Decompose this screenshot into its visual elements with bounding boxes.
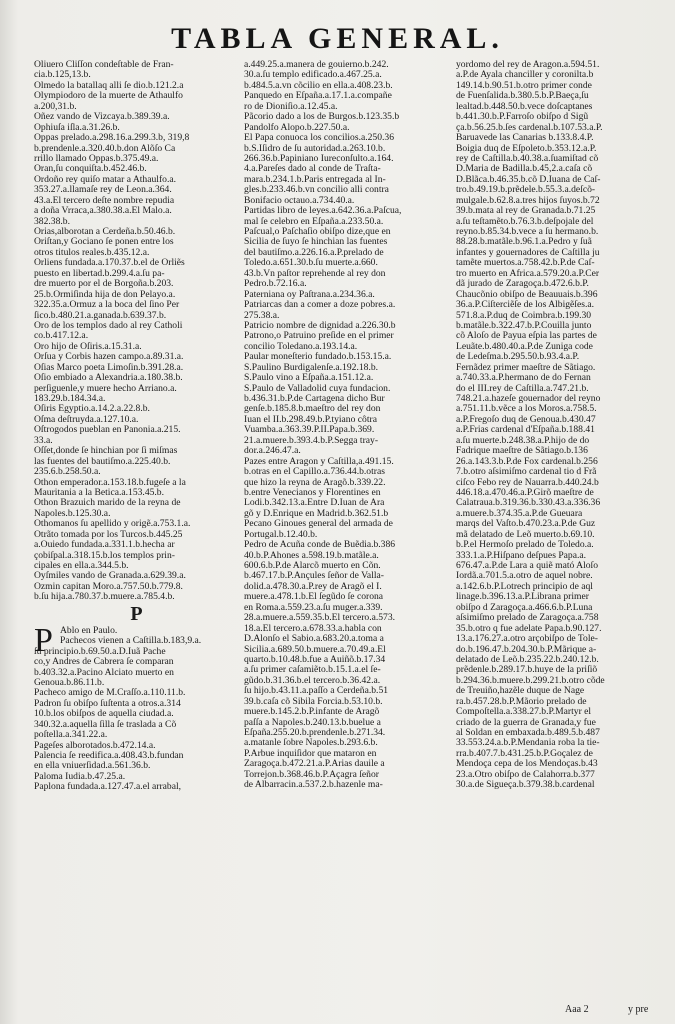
index-line: a.P.de Ayala chanciller y coronilta.b [456,69,594,81]
index-line: reyno.b.85.34.b.vece a ſu hermano.b. [456,226,599,237]
index-line: de Ledeſma.b.295.50.b.93.4.a.P. [456,351,580,363]
index-line: 39.b.mata al rey de Granada.b.71.25 [456,205,596,217]
index-line: gles.b.233.46.b.vn concilio alli contra [244,184,389,196]
index-line: a.751.11.b.vẽce a los Moros.a.758.5. [456,403,597,415]
index-line: Othon Brazuich marido de la reyna de [34,497,181,509]
index-line: de Treuiño,hazẽle duque de Nage [456,685,585,697]
index-line: 333.1.a.P.Hiſpano deſpues Papa.a. [456,549,587,561]
index-line: Patrono,o Patruino preſide en el primer [244,330,394,342]
index-line: b.403.32.a.Pacino Alciato muerto en [34,666,174,678]
index-line: 30.a.ſu templo edificado.a.467.25.a. [244,69,382,81]
index-line: marqs del Vaſto.b.470.23.a.P.de Guz [456,518,596,530]
index-line: otros titulos reales.b.435.12.a. [34,246,150,258]
index-line: Lodi.b.342.13.a.Entre D.Iuan de Ara [244,497,385,509]
index-line: criado de la guerra de Granada,y fue [456,716,596,728]
index-line: 28.a.muere.a.559.35.b.El tercero.a.573. [244,612,396,624]
index-line: 36.a.P.Ciſterciẽſe de los Albigẽſes.a. [456,299,595,311]
index-line: 446.18.a.470.46.a.P.Girõ maeſtre de [456,486,594,498]
index-line: Ophiuſa iſla.a.31.26.b. [34,121,120,133]
index-line: Oriſtan,y Gociano ſe ponen entre los [34,236,174,248]
index-line: Torrejon.b.368.46.b.P.Açagra ſeñor [244,768,379,780]
index-line: Oſias Marco poeta Limoſin.b.391.28.a. [34,361,184,373]
index-line: a.muere.b.374.35.a.P.de Gueuara [456,507,583,519]
index-line: 235.6.b.258.50.a. [34,466,101,478]
index-line: do.b.196.47.b.204.30.b.P.Mãrique a- [456,643,597,655]
index-line: 571.8.a.P.duq de Coimbra.b.199.30 [456,309,592,321]
index-line: Toledo.a.651.30.b.ſu muerte.a.660. [244,257,378,269]
index-line: en ella vniuerſidad.a.561.36.b. [34,760,151,772]
index-line: genſe.b.185.8.b.maeſtro del rey don [244,403,381,415]
index-line: b.441.30.b.P.Farroſo obiſpo d Sigũ [456,111,589,123]
index-line: rrillo llamado Oppas.b.375.49.a. [34,152,159,164]
index-line: 10.b.los obiſpos de aquella ciudad.a. [34,708,174,720]
index-line: Baruavede las Canarias b.133.8.4.P. [456,132,594,144]
index-line: Paſcual,o Paſchaſio obiſpo dize,que en [244,226,391,237]
index-line: Bonifacio octauo.a.734.40.a. [244,194,355,206]
index-line: S.Paulo vino a Eſpaña.a.151.12.a. [244,372,374,384]
index-line: a doña Vrraca,a.380.38.a.El Malo.a. [34,205,172,217]
index-line: El Papa conuoca los concilios.a.250.36 [244,132,395,144]
index-line: Zaragoça.b.472.21.a.P.Arias dauile a [244,758,385,770]
index-line: Paplona fundada.a.127.47.a.el arrabal, [34,781,182,793]
index-line: Oſio embiado a Alexandria.a.180.38.b. [34,372,183,384]
index-line: ſu hijo.b.43.11.a.paſſo a Cerdeña.b.51 [244,685,389,697]
drop-cap: P [34,621,53,659]
index-line: Orliens fundada.a.170.37.b.el de Orliẽs [34,257,185,269]
index-line: a.ſu muerte.b.248.38.a.P.hijo de do [456,434,590,446]
index-line: 26.a.143.3.b.P.de Fox cardenal.b.256 [456,455,598,467]
index-line: mara.b.234.1.b.Paris entregada al In- [244,173,386,185]
index-line: concilio Toledano.a.193.14.a. [244,340,358,352]
index-line: 40.b.P.Ahones a.598.19.b.matãle.a. [244,549,379,561]
index-line: D.Alonſo el Sabio.a.683.20.a.toma a [244,633,384,645]
index-line: yordomo del rey de Aragon.a.594.51. [456,60,600,70]
index-line: do el III.rey de Caſtilla.a.747.21.b. [456,382,589,394]
index-line: infantes y gouernadores de Caſtilla ju [456,246,600,258]
index-line: Pandolfo Alopo.b.227.50.a. [244,121,350,133]
index-line: 7.b.otro aſsimiſmo cardenal tio d Frã [456,466,597,478]
index-line: a.P.Frias cardenal d'Eſpaña.b.188.41 [456,424,595,436]
index-line: ra.b.457.28.b.P.Mãorio prelado de [456,695,587,707]
index-line: 748.21.a.hazeſe gouernador del reyno [456,393,601,404]
index-line: de Albarracin.a.537.2.b.hazenle ma- [244,779,383,791]
index-line: 30.a.de Sigueça.b.379.38.b.cardenal [456,779,595,791]
index-line: dolid.a.478.30.a.P.rey de Aragõ el I. [244,580,382,592]
index-line: Genoua.b.86.11.b. [34,676,105,688]
index-line: b.436.31.b.P.de Cartagena dicho Bur [244,393,385,404]
index-line: Padron ſu obiſpo ſuſtenta a otros.a.314 [34,697,181,709]
index-line: a.matanle ſobre Napoles.b.293.6.b. [244,737,378,749]
index-line: b.484.5.a.vn cõcilio en ella.a.408.23.b. [244,79,393,91]
index-line: 43.b.Vn paſtor reprehende al rey don [244,267,386,279]
index-line: dre muerto por el de Borgoña.b.203. [34,278,174,290]
index-line: Oſtrogodos pueblan en Panonia.a.215. [34,424,181,436]
index-line: Orſua y Corbis hazen campo.a.89.31.a. [34,351,184,363]
index-line: Palencia ſe reedifica.a.408.43.b.fundan [34,750,184,761]
index-line: 35.b.otro q fue adelate Papa.b.90.127. [456,622,602,634]
index-line: b.prendenle.a.320.40.b.don Alõſo Ca [34,142,176,154]
index-line: a.ſu primer caſamiẽto.b.15.1.a.el ſe- [244,664,381,676]
index-line: Mendoça cepa de los Mendoças.b.43 [456,758,598,770]
index-line: Panquedo en Eſpaña.a.17.1.a.compañe [244,90,392,102]
index-line: Eſpaña.255.20.b.prendenle.b.271.34. [244,727,386,738]
index-line: al Soldan en embaxada.b.489.5.b.487 [456,727,600,738]
index-column-2 [244,60,450,791]
index-line: 340.32.a.aquella ſilla ſe traslada a Cõ [34,718,177,730]
index-line: Oyſmiles vando de Granada.a.629.39.a. [34,570,186,582]
index-line: Othomanos ſu apellido y origẽ.a.753.1.a. [34,518,191,530]
index-line: Ordoño rey quiſo matar a Athaulfo.a. [34,173,176,185]
index-line: mulgale.b.62.8.a.tres hijos ſuyos.b.72 [456,194,600,206]
index-line: D.Maria de Badilla.b.45,2.a.caſa cõ [456,163,593,175]
index-line: lealtad.b.448.50.b.vece doſcaptanes [456,100,593,112]
index-line: Othon emperador.a.153.18.b.fugeſe a la [34,476,186,488]
index-line: cia.b.125,13.b. [34,69,91,81]
index-line: ſico.b.480.21.a.ganada.b.639.37.b. [34,309,167,321]
index-line: Compoſtella.a.338.27.b.P.Martyr el [456,706,592,718]
index-line: b.467.17.b.P.Ançules ſeñor de Valla- [244,570,384,582]
index-line: b.294.36.b.muere.b.299.21.b.otro cõde [456,674,605,686]
index-line: Oro hijo de Oſiris.a.15.31.a. [34,340,142,352]
index-line: b.S.Iſidro de ſu autoridad.a.263.10.b. [244,142,386,154]
index-line: Pachecos vienen a Caſtilla.b.183,9.a. [60,635,202,647]
index-line: a.ſu teſtamẽto.b.76.3.b.deſpojale del [456,215,594,227]
index-line: ro de Dioniſio.a.12.45.a. [244,100,338,112]
index-line: Sicilia.a.689.50.b.muere.a.70.49.a.El [244,643,386,655]
index-line: Chaucõnio obiſpo de Beauuais.b.396 [456,288,598,300]
index-line: 88.28.b.matãle.b.96.1.a.Pedro y ſuã [456,236,592,248]
index-line: del bautiſmo.a.226.16.a.P.prelado de [244,246,384,258]
index-line: muere.a.478.1.b.El ſegũdo ſe corona [244,591,384,603]
index-line: b.ſu hija.a.780.37.b.muere.a.785.4.b. [34,591,175,603]
index-line: gõ y D.Enrique en Madrid.b.362.51.b [244,507,389,519]
index-line: a.P.Fregoſo duq de Genoua.b.430.47 [456,413,596,425]
index-line: perſiguenle,y muere hecho Arriano.a. [34,382,177,394]
index-line: Olympiodoro de la muerte de Athaulfo [34,90,183,102]
index-line: tro muerto en Africa.a.579.20.a.P.Cer [456,267,600,279]
index-line: Leuãte.b.480.40.a.P.de Zuniga code [456,340,593,352]
index-line: 600.6.b.P.de Alarcõ muerto en Cõn. [244,560,381,571]
index-line: b.matãle.b.322.47.b.P.Couilla junto [456,319,592,331]
index-line: Pacheco amigo de M.Craſſo.a.110.11.b. [34,687,186,699]
index-line: 149.14.b.90.51.b.otro primer conde [456,79,592,91]
index-line: Oliuero Cliſſon condeſtable de Fran- [34,60,174,70]
index-line: Orias,alborotan a Cerdeña.b.50.46.b. [34,226,176,237]
index-line: b.entre Venecianos y Florentines en [244,486,381,498]
index-line: muere.b.145.2.b.P.infante de Aragõ [244,706,380,718]
index-line: Oppas prelado.a.298.16.a.299.3.b, 319,8 [34,132,190,144]
index-line: a.740.33.a.P.hermano de do Fernan [456,372,591,384]
index-line: tamẽte muertos.a.758.42.b.P.de Caſ- [456,257,595,269]
index-line: Pãcorio dado a los de Burgos.b.123.35.b [244,111,400,123]
index-line: 33.553.24.a.b.P.Mendania roba la tie- [456,737,600,749]
index-line: en Roma.a.559.23.a.ſu muger.a.339. [244,601,383,613]
catchword: y pre [628,1004,649,1015]
index-line: rra.b.407.7.b.431.25.b.P.Goçalez de [456,747,593,759]
index-line: 382.38.b. [34,215,70,227]
index-line: rey de Caſtilla.b.40.38.a.ſuamiſtad cõ [456,152,599,164]
signature-mark: Aaa 2 [565,1004,589,1015]
index-line: mã delatado de Leõ muerto.b.69.10. [456,528,595,540]
index-line: Ozmin capitan Moro.a.757.50.b.779.8. [34,580,183,592]
index-line: Fadrique maeſtre de Sãtiago.b.136 [456,445,588,457]
section-letter-heading: P [130,602,143,625]
index-line: 18.a.El tercero.a.678.33.a.habla con [244,622,382,634]
index-line: 21.a.muere.b.393.4.b.P.Segga tray- [244,434,379,446]
index-line: 25.b.Ormiſinda hija de don Pelayo.a. [34,288,176,300]
index-line: paſſa a Napoles.b.240.13.b.buelue a [244,716,381,728]
index-line: D.Blãca.b.46.35.b.cõ D.Iuana de Caſ- [456,173,601,185]
index-line: Olmedo la batallaq alli ſe dio.b.121.2.a [34,79,184,91]
index-line: prẽdenle.b.289.17.b.huye de la priſiõ [456,664,598,676]
index-line: Sicilia de ſuyo ſe hinchian las fuentes [244,236,388,248]
index-line: b.P.el Hermoſo prelado de Toledo.a. [456,539,594,551]
index-line: Oſſet,donde ſe hinchian por ſi miſmas [34,445,178,457]
index-line: Napoles.b.125.30.a. [34,507,111,519]
index-line: Oſma deſtruyda.a.127.10.a. [34,413,139,425]
index-line: 33.a. [34,434,53,446]
index-line: Fernãdez primer maeſtre de Sãtiago. [456,361,596,373]
index-line: quarto.b.10.48.b.fue a Auiñõ.b.17.34 [244,653,386,665]
index-line: 676.47.a.P.de Lara a quiẽ mató Aloſo [456,560,599,571]
index-line: 4.a.Pareſes dado al conde de Traſta- [244,163,381,175]
index-line: linage.b.396.13.a.P.Librana primer [456,591,589,603]
index-line: a.Ouiedo fundada.a.331.1.b.hecha ar [34,539,175,551]
index-line: Pecano Ginoues general del armada de [244,518,393,530]
index-line: Vuamba.a.363.39.P.II.Papa.b.369. [244,424,375,436]
index-line: b.otras en el Capillo.a.736.44.b.otras [244,466,385,478]
index-line: Pedro de Acuña conde de Buẽdia.b.386 [244,539,396,551]
index-line: Patricio nombre de dignidad a.226.30.b [244,319,396,331]
index-line: co,y Andres de Cabrera ſe comparan [34,656,174,668]
index-line: a.200,31.b. [34,100,77,112]
index-line: Patriarcas dan a comer a doze pobres.a. [244,299,396,311]
entries-p [34,647,239,793]
index-line: obiſpo d Zaragoça.a.466.6.b.P.Luna [456,601,593,613]
index-line: 183.29.b.184.34.a. [34,393,106,404]
index-line: Pedro.b.72.16.a. [244,278,307,290]
index-line: 266.36.b.Papiniano Iureconſulto.a.164. [244,152,394,164]
index-line: mal ſe celebro en Eſpaña.a.233.50.a. [244,215,384,227]
index-line: 353.27.a.llamaſe rey de Leon.a.364. [34,184,172,196]
index-line: ciſco Febo rey de Nauarra.b.440.24.b [456,476,599,488]
index-line: 39.b.caſa cõ Sibila Forcia.b.53.10.b. [244,695,383,707]
index-line: cõ Aloſo de Payua eſpia las partes de [456,330,597,342]
index-line: Calatraua.b.319.36.b.330.43.a.336.36 [456,497,601,509]
index-line: las fuentes del bautiſmo.a.225.40.b. [34,455,171,467]
index-line: 13.a.176.27.a.otro arçobiſpo de Tole- [456,633,598,645]
index-line: çobiſpal.a.318.15.b.los templos prin- [34,549,175,561]
index-line: Oro de los templos dado al rey Catholi [34,319,183,331]
index-line: Ablo en Paulo. [60,624,118,636]
index-line: co.b.417.12.a. [34,330,89,342]
index-line: Paterniana oy Paſtrana.a.234.36.a. [244,288,375,300]
index-line: S.Paulino Burdigalenſe.a.192.18.b. [244,361,379,373]
index-column-3 [456,60,666,791]
index-line: que hizo la reyna de Aragõ.b.339.22. [244,476,386,488]
index-line: dor.a.246.47.a. [244,445,301,457]
index-line: 275.38.a. [244,309,280,321]
index-line: tro.b.49.19.b.prẽdele.b.55.3.a.deſcõ- [456,184,596,196]
entries-p-continued-2 [456,60,666,791]
index-line: 23.a.Otro obiſpo de Calahorra.b.377 [456,768,595,780]
index-line: poſtella.a.341.22.a. [34,729,108,741]
index-line: puesto en libertad.b.299.4.a.ſu pa- [34,267,165,279]
index-line: Pazes entre Aragon y Caſtilla,a.491.15. [244,455,394,467]
index-line: Pageſes alborotados.b.472.14.a. [34,739,156,751]
index-line: a.449.25.a.manera de gouierno.b.242. [244,60,389,70]
index-line: Otrãto tomada por los Turcos.b.445.25 [34,528,183,540]
index-line: Oran,ſu conquiſta.b.452.46.b. [34,163,147,175]
entries-p-continued [244,60,450,791]
index-line: Oñez vando de Vizcaya.b.389.39.a. [34,111,170,123]
index-line: ſu principio.b.69.50.a.D.Iuã Pache [34,645,166,657]
index-line: Oſiris Egyptio.a.14.2.a.22.8.b. [34,403,150,415]
index-line: Iuan el II.b.298.49.b.P.tyiano côtra [244,413,377,425]
index-line: de Fuenſalida.b.380.5.b.P.Baeça,ſu [456,90,589,102]
index-line: Portugal.b.12.40.b. [244,528,318,540]
index-line: cipales en ella.a.344.5.b. [34,560,129,571]
index-line: aſsimiſmo prelado de Zaragoça.a.758 [456,612,599,624]
index-line: delatado de Leõ.b.235.22.b.240.12.b. [456,653,599,665]
index-line: 322.35.a.Ormuz a la boca del ſino Per [34,299,180,311]
index-line: Iordã.a.701.5.a.otro de aquel nobre. [456,570,593,582]
index-line: Boigia duq de Eſpoleto.b.353.12.a.P. [456,142,597,154]
index-line: Paloma Iudia.b.47.25.a. [34,770,126,782]
index-line: a.142.6.b.P.Lotrech principio de aql [456,580,593,592]
index-line: Mauritania a la Betica.a.153.45.b. [34,486,165,498]
index-line: Partidas libro de leyes.a.642.36.a.Paſcua, [244,205,402,217]
entries-o [34,60,239,603]
page-title: TABLA GENERAL. [171,22,504,55]
index-column-1 [34,60,239,793]
index-line: 43.a.El tercero deſte nombre repudia [34,194,175,206]
index-line: S.Paulo de Valladolid cuya fundacion. [244,382,391,394]
index-line: P.Arbue inquiſidor que mataron en [244,747,377,759]
index-line: dã jurado de Zaragoça.b.472.6.b.P. [456,278,589,290]
index-line: ça.b.56.25.b.ſes cardenal.b.107.53.a.P. [456,121,603,133]
index-line: Paular moneſterio fundado.b.153.15.a. [244,351,392,363]
index-line: gũdo.b.31.36.b.el tercero.b.36.42.a. [244,674,381,686]
